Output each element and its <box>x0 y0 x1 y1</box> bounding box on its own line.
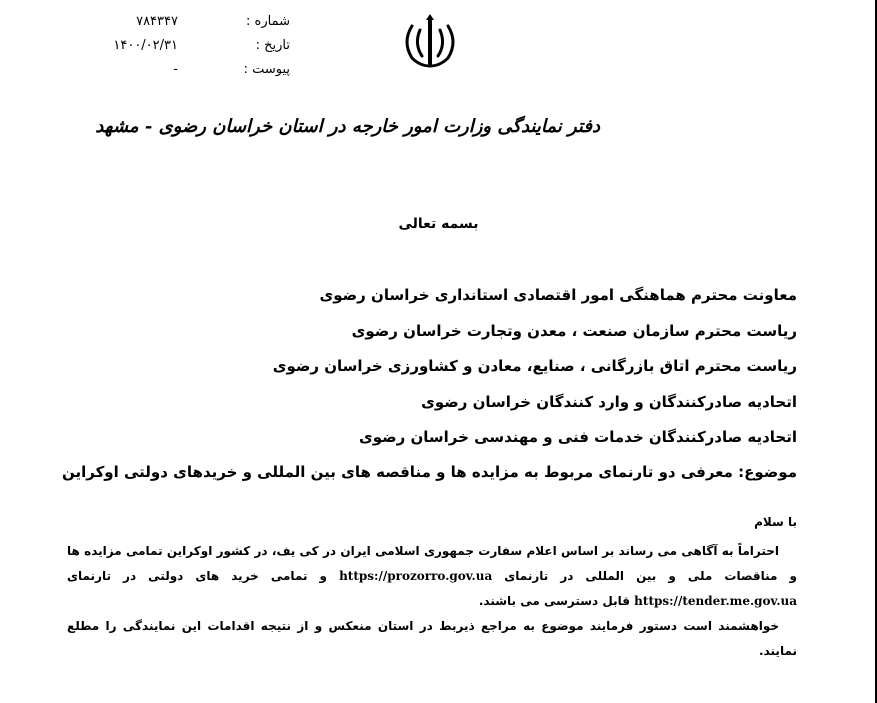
letter-body <box>67 510 797 664</box>
attachment-value: - <box>173 62 178 77</box>
letter-meta <box>90 14 290 86</box>
office-title: دفتر نمایندگی وزارت امور خارجه در استان خراسان رضوی - مشهد <box>95 116 600 137</box>
tender-link[interactable]: https://tender.me.gov.ua <box>634 594 797 608</box>
emblem-icon <box>398 12 462 72</box>
attachment-label: پیوست : <box>243 62 290 77</box>
attachment-row <box>90 62 290 86</box>
recipient-line: اتحادیه صادرکنندگان خدمات فنی و مهندسی خراسان رضوی <box>358 428 797 446</box>
number-row <box>90 14 290 38</box>
recipient-line: ریاست محترم اتاق بازرگانی ، صنایع، معادن و کشاورزی خراسان رضوی <box>272 357 797 375</box>
number-value: ۷۸۴۳۴۷ <box>136 14 178 29</box>
body-paragraph-2: خواهشمند است دستور فرمایند موضوع به مراجع ذیربط در استان منعکس و از نتیجه اقدامات این نمایندگی را مطلع نمایند. <box>67 619 797 658</box>
date-row <box>90 38 290 62</box>
date-label: تاریخ : <box>255 38 290 53</box>
bismillah-heading: بسمه تعالی <box>398 216 479 232</box>
date-value: ۱۴۰۰/۰۲/۳۱ <box>113 38 178 53</box>
body-text: قابل دسترسی می باشند. <box>478 594 630 608</box>
recipient-line: ریاست محترم سازمان صنعت ، معدن وتجارت خراسان رضوی <box>351 321 797 340</box>
greeting: با سلام <box>754 515 797 529</box>
recipient-line: اتحادیه صادرکنندگان و وارد کنندگان خراسان رضوی <box>421 392 797 411</box>
body-paragraph-1 <box>67 539 797 614</box>
prozorro-link[interactable]: https://prozorro.gov.ua <box>339 569 493 583</box>
body-text: احتراماً به آگاهی می رساند بر اساس اعلام سفارت جمهوری اسلامی ایران در کی یف، در کشور اوکراین تمامی مزایده ها و مناقصات ملی و بین المللی در تارنمای <box>67 544 797 583</box>
number-label: شماره : <box>246 14 290 29</box>
recipients-list <box>77 283 797 461</box>
letter-subject: موضوع: معرفی دو تارنمای مربوط به مزایده ها و مناقصه های بین المللی و خریدهای دولتی اوکراین <box>61 463 797 481</box>
recipient-line: معاونت محترم هماهنگی امور اقتصادی استانداری خراسان رضوی <box>319 286 797 304</box>
body-text: و تمامی خرید های دولتی در تارنمای <box>67 569 328 583</box>
